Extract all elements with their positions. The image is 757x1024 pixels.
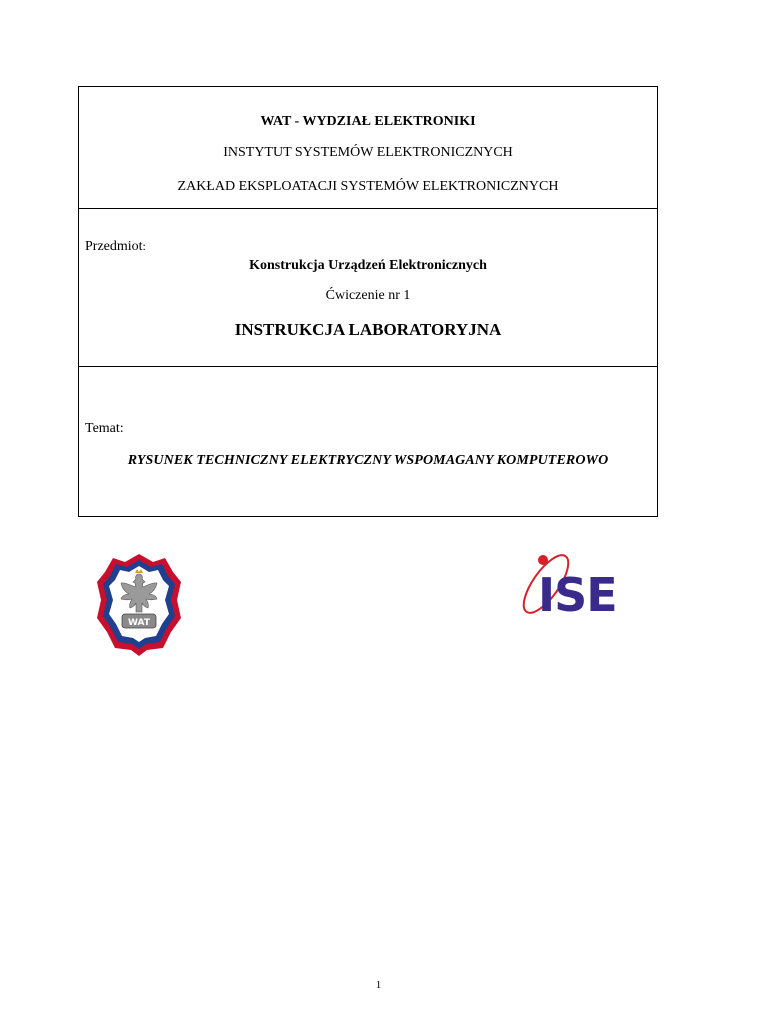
topic-label: Temat: [85, 421, 124, 436]
subject-label: Przedmiot: [85, 239, 146, 254]
title-table [78, 86, 658, 517]
topic-title: RYSUNEK TECHNICZNY ELEKTRYCZNY WSPOMAGANY KOMPUTEROWO [127, 453, 609, 468]
subject-name: Konstrukcja Urządzeń Elektronicznych [249, 258, 487, 273]
institute-title: INSTYTUT SYSTEMÓW ELEKTRONICZNYCH [223, 145, 513, 160]
wat-emblem-logo [95, 552, 183, 656]
wat-plaque-text: WAT [128, 618, 150, 628]
ise-logo [508, 548, 632, 618]
ise-dot-icon [538, 555, 548, 565]
header-section [79, 87, 657, 209]
exercise-number: Ćwiczenie nr 1 [325, 288, 411, 303]
page-number: 1 [375, 979, 382, 991]
faculty-title: WAT - WYDZIAŁ ELEKTRONIKI [260, 114, 476, 129]
document-type: INSTRUKCJA LABORATORYJNA [234, 320, 502, 339]
ise-logo-text: ISE [538, 568, 617, 618]
department-title: ZAKŁAD EKSPLOATACJI SYSTEMÓW ELEKTRONICZNYCH [177, 179, 559, 194]
subject-section [79, 209, 657, 367]
topic-section [79, 367, 657, 516]
